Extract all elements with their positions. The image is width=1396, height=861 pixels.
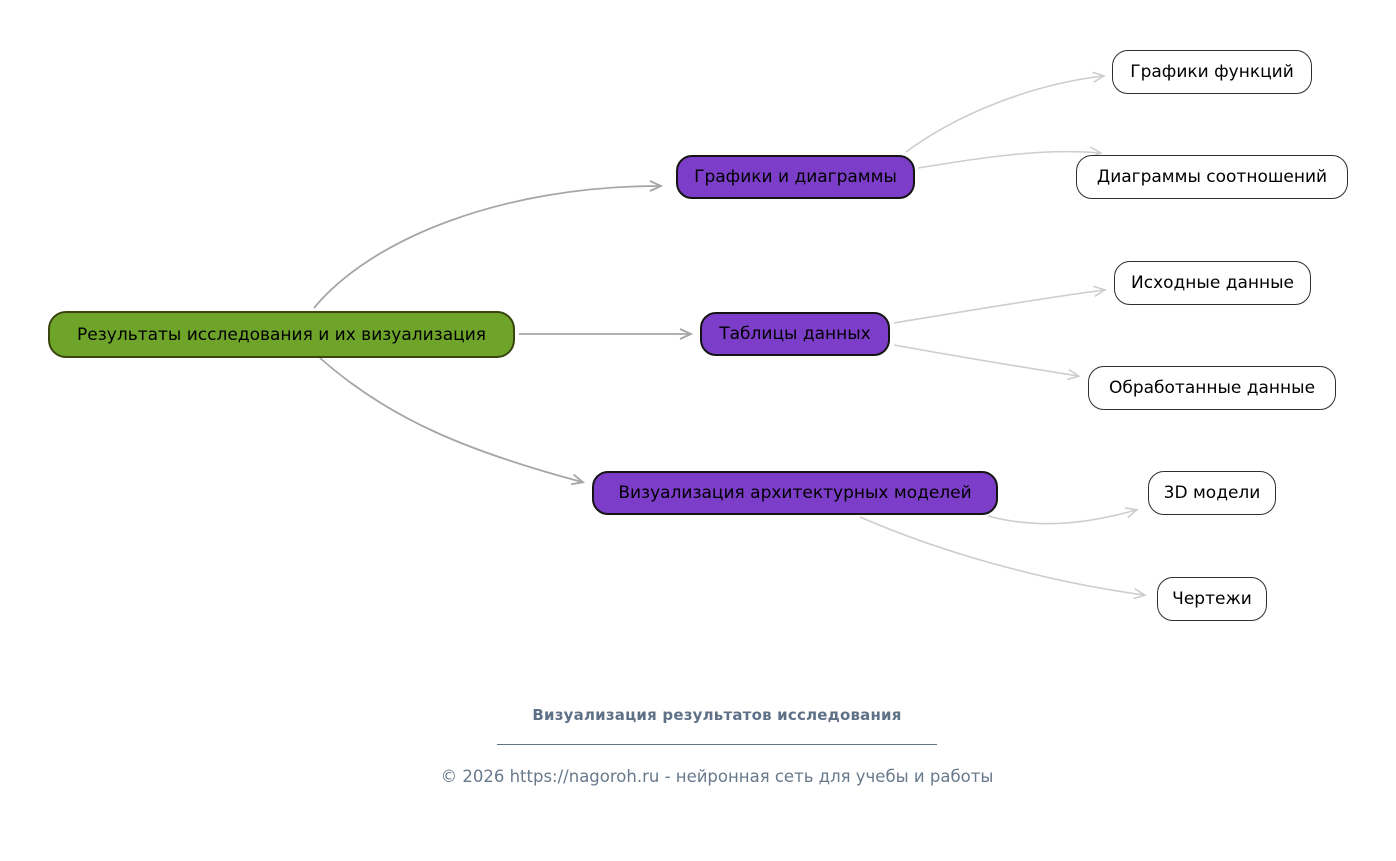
branch-node-architectural-visualization: Визуализация архитектурных моделей [592,471,998,515]
footer-divider [497,744,937,745]
branch-node-data-tables: Таблицы данных [700,312,890,356]
edge-root-to-charts [314,186,660,308]
edge-charts-to-ratio-diagrams [918,152,1100,168]
edge-architecture-to-3d-models [988,510,1136,524]
edge-tables-to-processed-data [894,345,1078,376]
leaf-node-function-graphs: Графики функций [1112,50,1312,94]
footer-copyright: © 2026 https://nagoroh.ru - нейронная сеть для учебы и работы [440,767,994,786]
edge-architecture-to-drawings [860,517,1144,595]
root-node-research-results: Результаты исследования и их визуализация [48,311,515,358]
leaf-node-source-data: Исходные данные [1114,261,1311,305]
branch-node-charts-and-diagrams: Графики и диаграммы [676,155,915,199]
leaf-node-3d-models: 3D модели [1148,471,1276,515]
edge-root-to-architecture [320,358,582,482]
edge-charts-to-function-graphs [906,76,1103,152]
edge-tables-to-source-data [894,290,1104,323]
footer [38,706,1396,786]
leaf-node-drawings: Чертежи [1157,577,1267,621]
leaf-node-ratio-diagrams: Диаграммы соотношений [1076,155,1348,199]
footer-title: Визуализация результатов исследования [532,706,902,724]
leaf-node-processed-data: Обработанные данные [1088,366,1336,410]
